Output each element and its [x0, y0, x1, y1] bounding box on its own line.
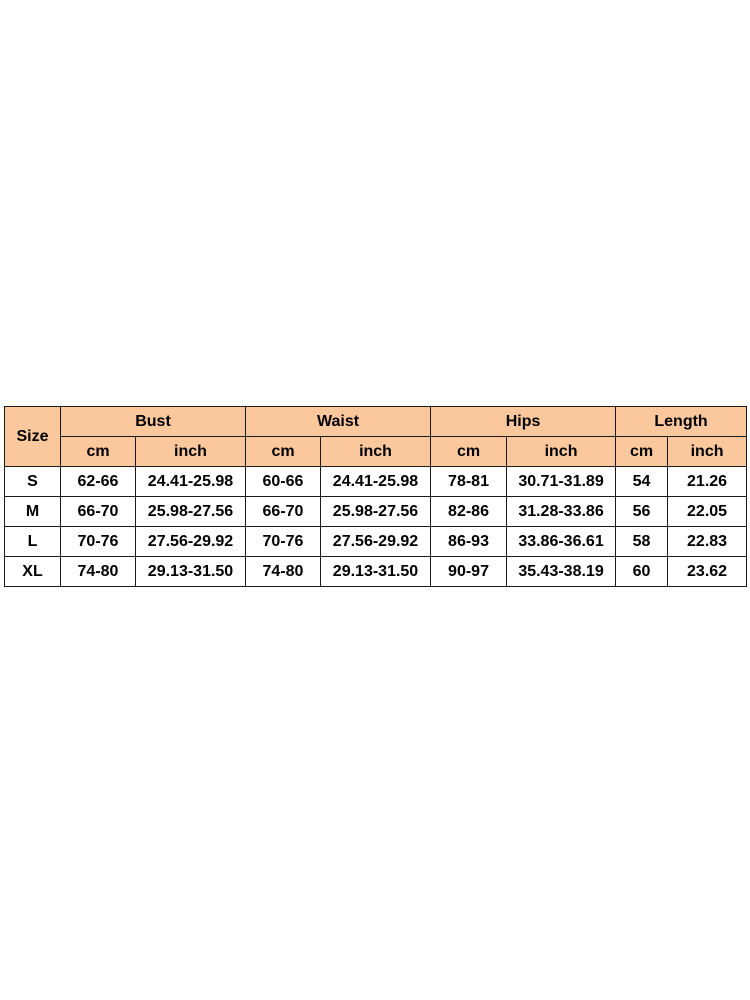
table-cell: 22.83 [668, 527, 747, 557]
table-cell: 54 [616, 467, 668, 497]
table-cell: 24.41-25.98 [136, 467, 246, 497]
table-cell: 25.98-27.56 [136, 497, 246, 527]
unit-header: inch [321, 437, 431, 467]
table-cell: 70-76 [61, 527, 136, 557]
unit-header: cm [61, 437, 136, 467]
table-cell: 23.62 [668, 557, 747, 587]
table-cell: 25.98-27.56 [321, 497, 431, 527]
size-cell: L [5, 527, 61, 557]
table-cell: 33.86-36.61 [507, 527, 616, 557]
table-cell: 62-66 [61, 467, 136, 497]
hips-header: Hips [431, 407, 616, 437]
bust-header: Bust [61, 407, 246, 437]
size-chart [4, 406, 746, 587]
table-cell: 31.28-33.86 [507, 497, 616, 527]
table-cell: 58 [616, 527, 668, 557]
table-cell: 66-70 [246, 497, 321, 527]
size-cell: S [5, 467, 61, 497]
size-cell: XL [5, 557, 61, 587]
table-cell: 82-86 [431, 497, 507, 527]
table-cell: 21.26 [668, 467, 747, 497]
table-cell: 56 [616, 497, 668, 527]
waist-header: Waist [246, 407, 431, 437]
table-cell: 90-97 [431, 557, 507, 587]
table-cell: 22.05 [668, 497, 747, 527]
unit-header: inch [136, 437, 246, 467]
table-cell: 29.13-31.50 [136, 557, 246, 587]
table-cell: 86-93 [431, 527, 507, 557]
table-row [5, 497, 747, 527]
table-cell: 78-81 [431, 467, 507, 497]
table-cell: 27.56-29.92 [321, 527, 431, 557]
table-cell: 29.13-31.50 [321, 557, 431, 587]
table-cell: 74-80 [61, 557, 136, 587]
table-row [5, 557, 747, 587]
size-header: Size [5, 407, 61, 467]
group-header-row [5, 407, 747, 437]
size-table [4, 406, 747, 587]
table-cell: 35.43-38.19 [507, 557, 616, 587]
length-header: Length [616, 407, 747, 437]
table-row [5, 467, 747, 497]
unit-header: cm [431, 437, 507, 467]
table-cell: 27.56-29.92 [136, 527, 246, 557]
unit-header-row [5, 437, 747, 467]
unit-header: cm [616, 437, 668, 467]
table-cell: 24.41-25.98 [321, 467, 431, 497]
table-cell: 60 [616, 557, 668, 587]
table-cell: 60-66 [246, 467, 321, 497]
table-cell: 74-80 [246, 557, 321, 587]
table-row [5, 527, 747, 557]
unit-header: cm [246, 437, 321, 467]
size-cell: M [5, 497, 61, 527]
table-cell: 30.71-31.89 [507, 467, 616, 497]
unit-header: inch [507, 437, 616, 467]
table-cell: 70-76 [246, 527, 321, 557]
unit-header: inch [668, 437, 747, 467]
table-cell: 66-70 [61, 497, 136, 527]
